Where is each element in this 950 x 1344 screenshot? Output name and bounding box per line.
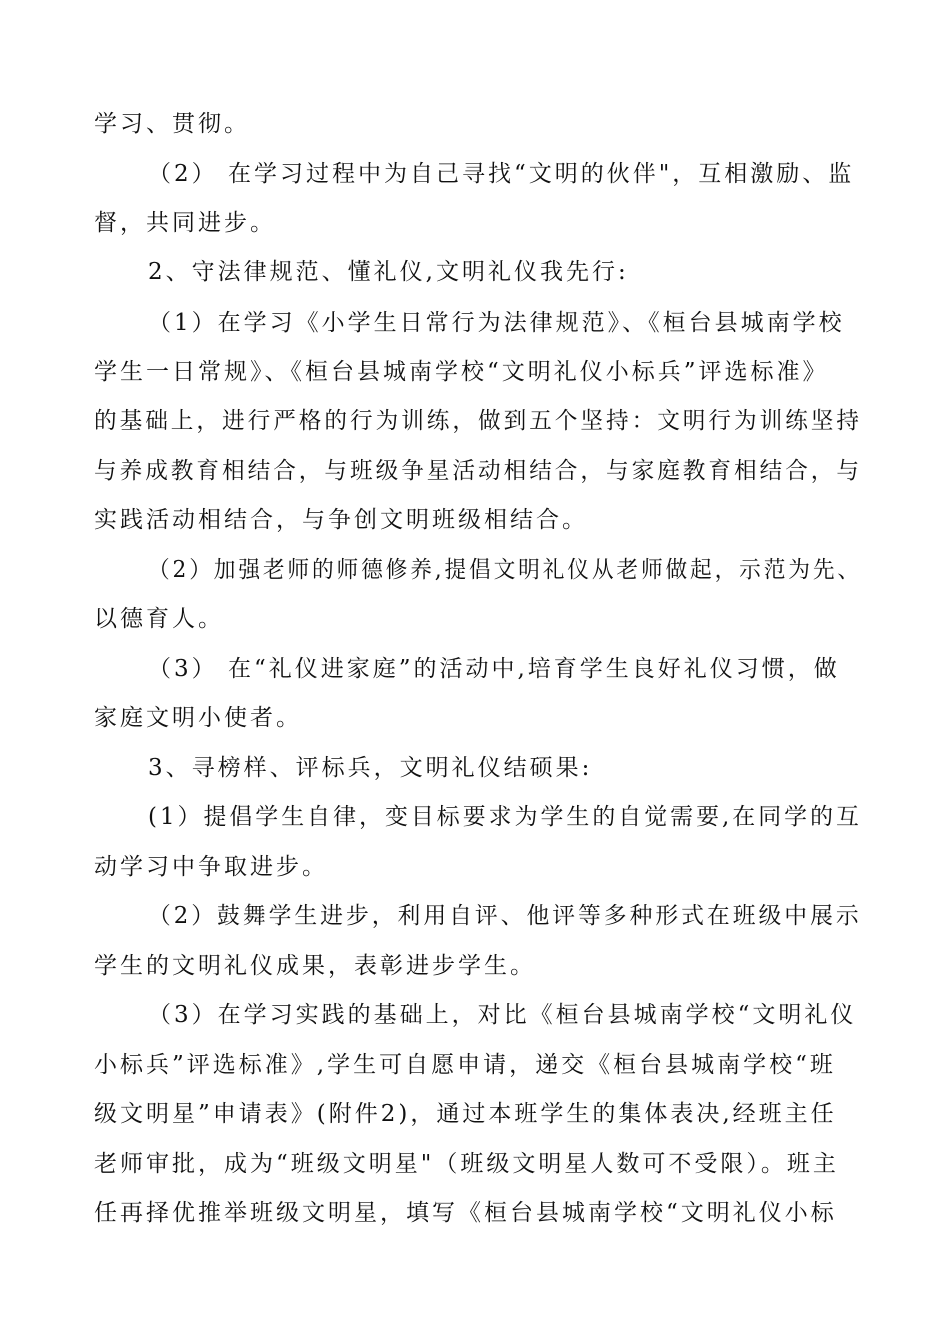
text-line: 的基础上，进行严格的行为训练，做到五个坚持：文明行为训练坚持 bbox=[94, 408, 862, 434]
text-line: 学习、贯彻。 bbox=[94, 111, 250, 137]
text-line: 家庭文明小使者。 bbox=[94, 705, 302, 731]
text-line: 学生的文明礼仪成果，表彰进步学生。 bbox=[94, 953, 536, 979]
text-line: 督，共同进步。 bbox=[94, 210, 276, 236]
text-line: 老师审批，成为“班级文明星"（班级文明星人数可不受限）。班主 bbox=[94, 1151, 839, 1177]
text-line: 小标兵”评选标准》,学生可自愿申请，递交《桓台县城南学校“班 bbox=[94, 1052, 836, 1078]
section-heading: 3、寻榜样、评标兵，文明礼仪结硕果: bbox=[148, 755, 593, 781]
text-line: 以德育人。 bbox=[94, 606, 224, 632]
text-line: 学生一日常规》、《桓台县城南学校“文明礼仪小标兵”评选标准》 bbox=[94, 359, 829, 385]
text-line: 实践活动相结合，与争创文明班级相结合。 bbox=[94, 507, 588, 533]
text-line: （2）加强老师的师德修养,提倡文明礼仪从老师做起，示范为先、 bbox=[148, 557, 862, 583]
text-line: （3）在学习实践的基础上，对比《桓台县城南学校“文明礼仪 bbox=[148, 1002, 857, 1028]
text-line: （3） 在“礼仪进家庭”的活动中,培育学生良好礼仪习惯，做 bbox=[148, 656, 840, 682]
text-line: 动学习中争取进步。 bbox=[94, 854, 328, 880]
text-line: （2） 在学习过程中为自己寻找“文明的伙伴"，互相激励、监 bbox=[148, 161, 855, 187]
text-line: 与养成教育相结合，与班级争星活动相结合，与家庭教育相结合，与 bbox=[94, 458, 862, 484]
text-line: （2）鼓舞学生进步，利用自评、他评等多种形式在班级中展示 bbox=[148, 903, 862, 929]
text-line: （1）在学习《小学生日常行为法律规范》、《桓台县城南学校 bbox=[148, 310, 845, 336]
text-line: (1）提倡学生自律，变目标要求为学生的自觉需要,在同学的互 bbox=[148, 804, 862, 830]
text-line: 级文明星”申请表》(附件2)，通过本班学生的集体表决,经班主任 bbox=[94, 1101, 837, 1127]
section-heading: 2、守法律规范、懂礼仪,文明礼仪我先行: bbox=[148, 259, 629, 285]
text-line: 任再择优推举班级文明星，填写《桓台县城南学校“文明礼仪小标 bbox=[94, 1200, 837, 1226]
